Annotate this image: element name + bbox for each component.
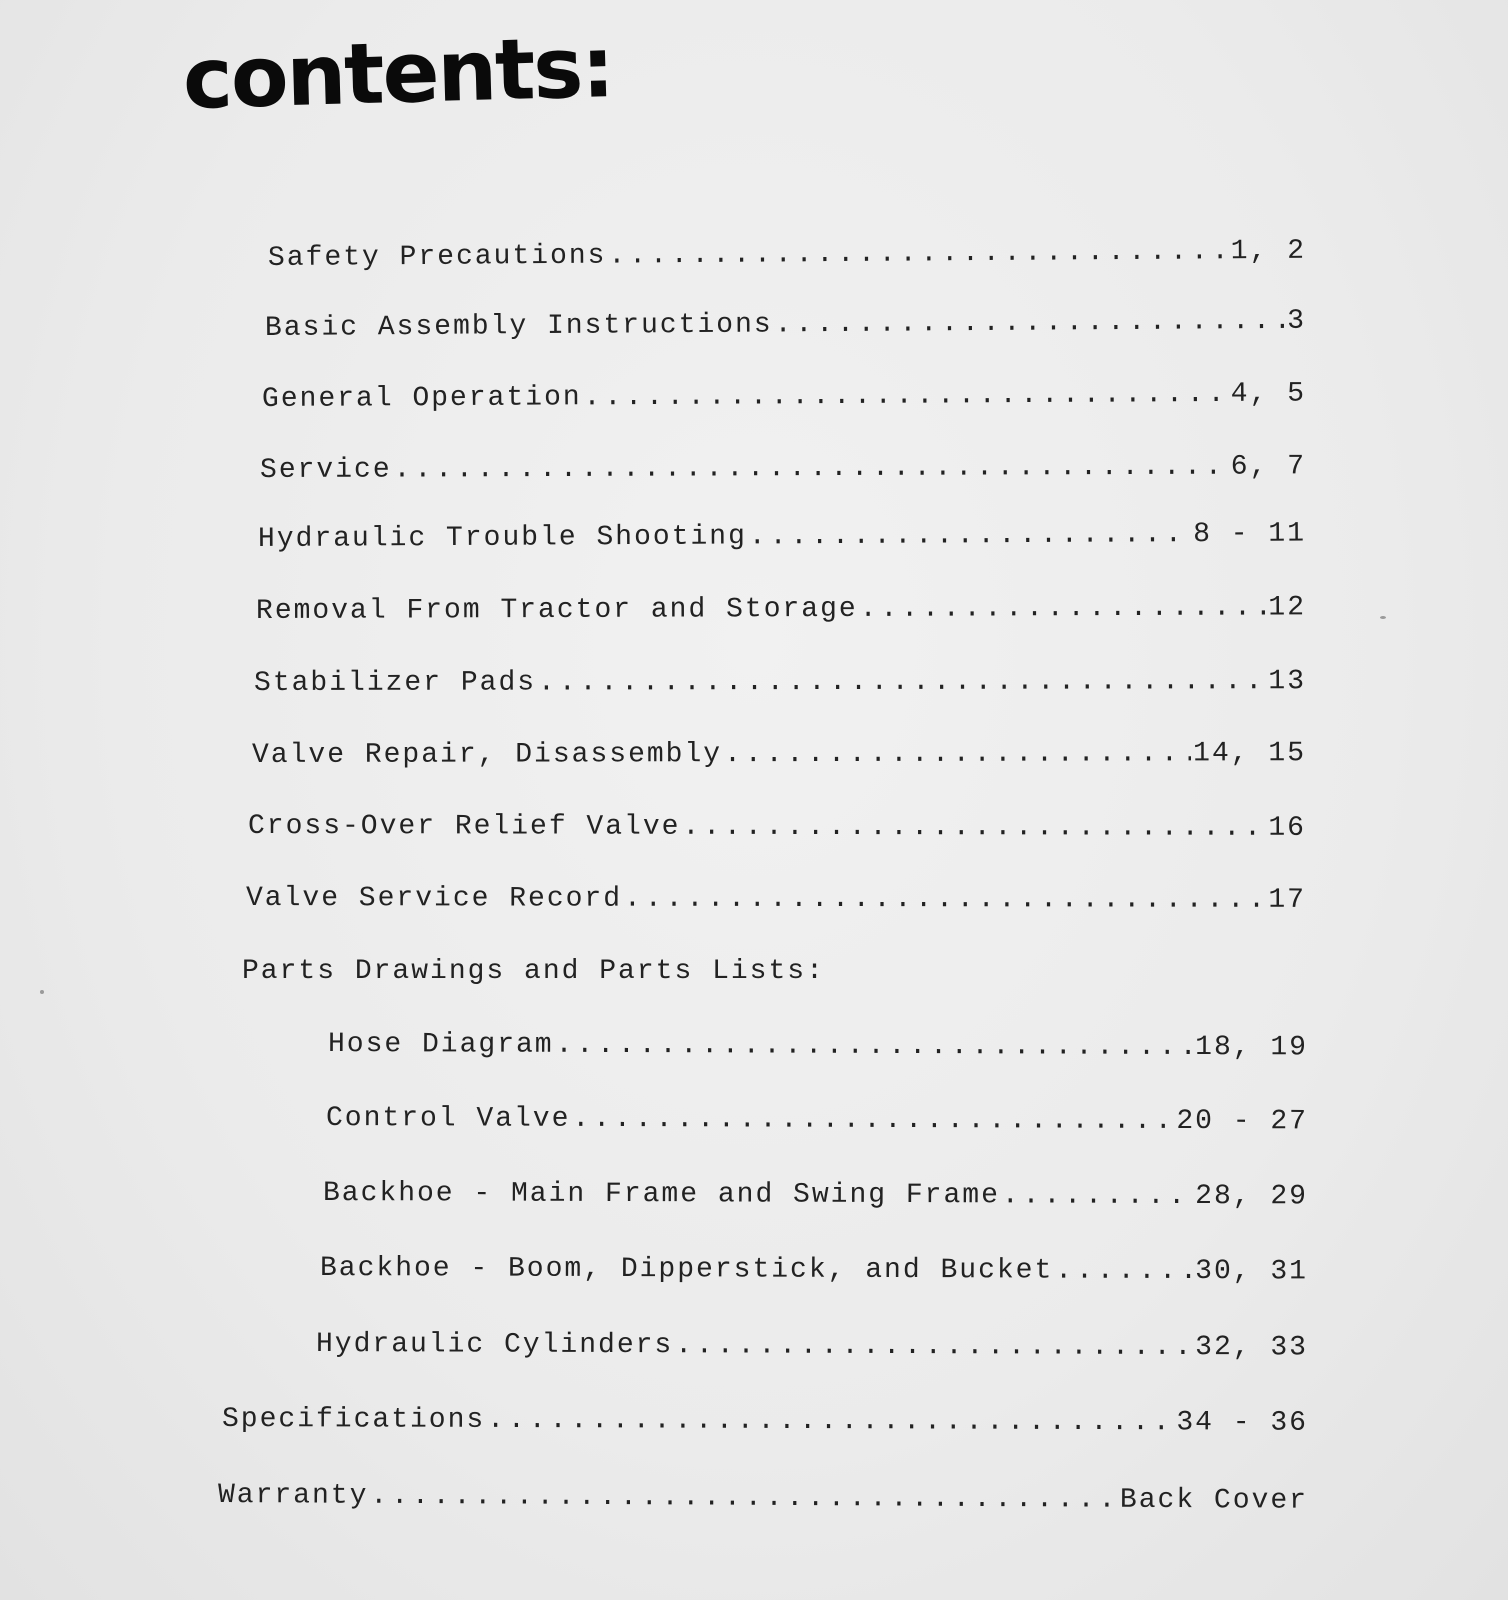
- dot-leader: [1002, 1180, 1193, 1212]
- toc-subentry: [326, 1103, 1308, 1137]
- toc-entry-label: Hydraulic Cylinders: [315, 1329, 674, 1362]
- parts-section-heading: Parts Drawings and Parts Lists:: [242, 956, 825, 987]
- toc-entry: [222, 1404, 1308, 1439]
- toc-entry-label: Valve Service Record: [245, 883, 623, 915]
- toc-entry-page: 14, 15: [1193, 738, 1307, 770]
- toc-entry-page: 32, 33: [1195, 1332, 1309, 1364]
- toc-entry-label: Basic Assembly Instructions: [264, 309, 773, 344]
- toc-subentry: [316, 1329, 1308, 1363]
- paper-speck: [1380, 616, 1386, 619]
- paper-speck: [40, 990, 44, 994]
- toc-entry-page: 3: [1287, 305, 1307, 337]
- toc-entry: [246, 883, 1306, 916]
- toc-subentry: [320, 1253, 1308, 1287]
- dot-leader: [1055, 1256, 1193, 1287]
- toc-entry-page: 34 - 36: [1176, 1407, 1309, 1439]
- dot-leader: [624, 884, 1266, 916]
- toc-entry-page: 6, 7: [1230, 451, 1307, 483]
- dot-leader: [749, 519, 1191, 552]
- toc-entry-label: Warranty: [217, 1480, 369, 1512]
- toc-entry-label: Hydraulic Trouble Shooting: [257, 521, 747, 555]
- toc-entry: [260, 451, 1306, 486]
- toc-entry: [268, 236, 1306, 274]
- dot-leader: [860, 592, 1267, 624]
- toc-entry-label: Removal From Tractor and Storage: [255, 593, 858, 627]
- toc-entry-page: 30, 31: [1195, 1256, 1309, 1288]
- toc-entry: [256, 592, 1306, 627]
- toc-entry: [218, 1480, 1308, 1517]
- toc-entry-page: 18, 19: [1195, 1032, 1309, 1064]
- toc-entry: [248, 811, 1306, 844]
- dot-leader: [572, 1104, 1174, 1137]
- dot-leader: [538, 666, 1266, 698]
- dot-leader: [608, 236, 1229, 271]
- toc-entry-label: Stabilizer Pads: [253, 667, 537, 699]
- toc-entry-label: Control Valve: [325, 1103, 571, 1135]
- dot-leader: [556, 1030, 1194, 1063]
- dot-leader: [487, 1405, 1174, 1438]
- toc-entry-page: 1, 2: [1230, 235, 1307, 268]
- dot-leader: [394, 452, 1229, 486]
- page-title: contents:: [181, 18, 615, 128]
- toc-entry-page: 13: [1268, 666, 1307, 698]
- toc-entry-label: Service: [259, 454, 392, 486]
- dot-leader: [675, 1330, 1193, 1363]
- toc-subentry: [328, 1029, 1308, 1063]
- toc-entry: [265, 306, 1306, 344]
- toc-entry-label: Valve Repair, Disassembly: [251, 739, 723, 771]
- dot-leader: [370, 1481, 1118, 1516]
- toc-entry-page: 17: [1268, 884, 1307, 916]
- toc-entry-label: Backhoe - Main Frame and Swing Frame: [322, 1178, 1000, 1212]
- toc-entry-page: 4, 5: [1230, 378, 1307, 410]
- toc-entry-label: Cross-Over Relief Valve: [247, 811, 681, 843]
- toc-entry-page: 20 - 27: [1176, 1105, 1309, 1138]
- toc-entry-label: Specifications: [221, 1404, 486, 1436]
- toc-entry: [262, 379, 1306, 415]
- toc-entry-label: General Operation: [261, 382, 582, 415]
- dot-leader: [682, 812, 1266, 844]
- toc-entry-label: Hose Diagram: [327, 1029, 554, 1061]
- toc-entry: [258, 519, 1306, 555]
- toc-entry-page: 8 - 11: [1193, 518, 1307, 551]
- dot-leader: [775, 306, 1286, 341]
- toc-entry-label: Backhoe - Boom, Dipperstick, and Bucket: [319, 1253, 1054, 1287]
- toc-entry-page: 28, 29: [1195, 1181, 1309, 1213]
- toc-entry-page: Back Cover: [1119, 1484, 1309, 1517]
- dot-leader: [724, 738, 1191, 770]
- toc-entry: [254, 666, 1306, 699]
- toc-entry-page: 16: [1268, 812, 1307, 844]
- toc-subentry: [323, 1178, 1308, 1212]
- toc-entry-page: 12: [1268, 592, 1307, 624]
- toc-entry-label: Safety Precautions: [267, 240, 607, 274]
- dot-leader: [584, 379, 1229, 413]
- toc-entry: [252, 738, 1306, 771]
